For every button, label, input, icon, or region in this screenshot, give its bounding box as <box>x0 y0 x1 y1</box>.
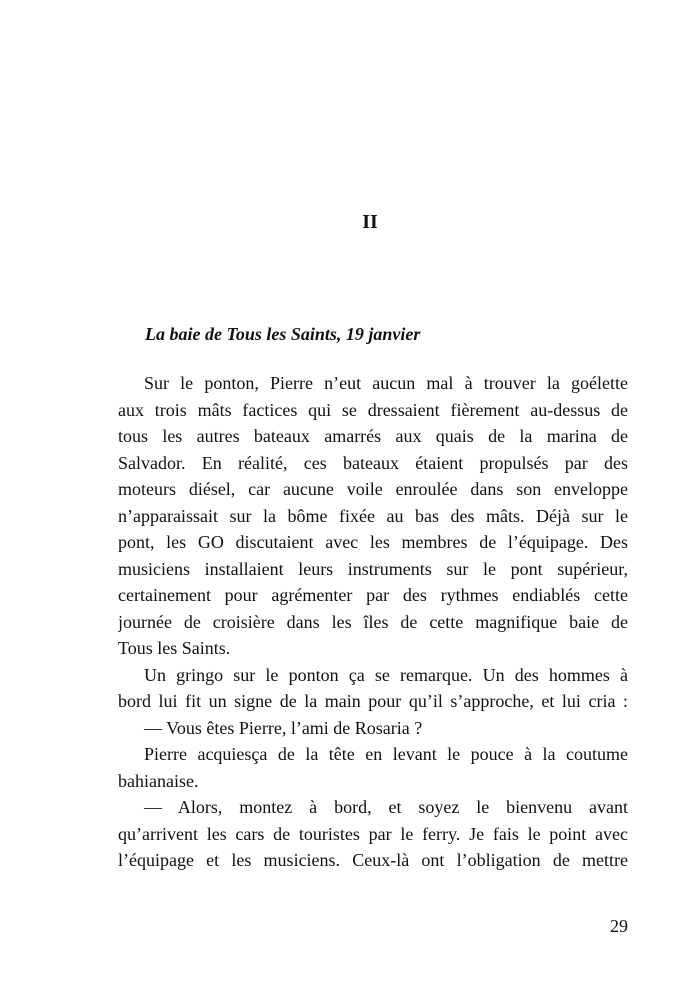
section-heading: La baie de Tous les Saints, 19 janvier <box>145 324 421 344</box>
text-line: moteurs diésel, car aucune voile enroulée dans son enveloppe <box>118 479 628 499</box>
text-line: tous les autres bateaux amarrés aux quais de la marina de <box>118 426 628 446</box>
text-line: Sur le ponton, Pierre n’eut aucun mal à trouver la goélette <box>144 373 628 393</box>
text-line: journée de croisière dans les îles de cette magnifique baie de <box>118 611 628 632</box>
chapter-numeral: II <box>362 211 378 233</box>
text-line: qu’arrivent les cars de touristes par le ferry. Je fais le point avec <box>118 823 628 844</box>
text-line: bahianaise. <box>118 770 199 791</box>
text-line: pont, les GO discutaient avec les membres de l’équipage. Des <box>118 532 628 552</box>
text-line: Un gringo sur le ponton ça se remarque. Un des hommes à <box>144 664 628 685</box>
text-line: aux trois mâts factices qui se dressaient fièrement au-dessus de <box>118 399 628 420</box>
text-line: Tous les Saints. <box>118 638 231 658</box>
text-line: bord lui fit un signe de la main pour qu’il s’approche, et lui cria : <box>118 691 628 711</box>
page-number: 29 <box>610 916 628 936</box>
text-line: certainement pour agrémenter par des rythmes endiablés cette <box>118 585 628 605</box>
text-line: musiciens installaient leurs instruments sur le pont supérieur, <box>118 558 628 579</box>
text-line: — Vous êtes Pierre, l’ami de Rosaria ? <box>144 717 423 738</box>
text-line: — Alors, montez à bord, et soyez le bienvenu avant <box>144 797 628 817</box>
text-line: n’apparaissait sur la bôme fixée au bas des mâts. Déjà sur le <box>118 505 628 526</box>
text-line: l’équipage et les musiciens. Ceux-là ont l’obligation de mettre <box>118 850 628 870</box>
text-line: Salvador. En réalité, ces bateaux étaient propulsés par des <box>118 452 628 473</box>
text-line: Pierre acquiesça de la tête en levant le pouce à la coutume <box>144 744 628 764</box>
body-text <box>118 370 628 874</box>
